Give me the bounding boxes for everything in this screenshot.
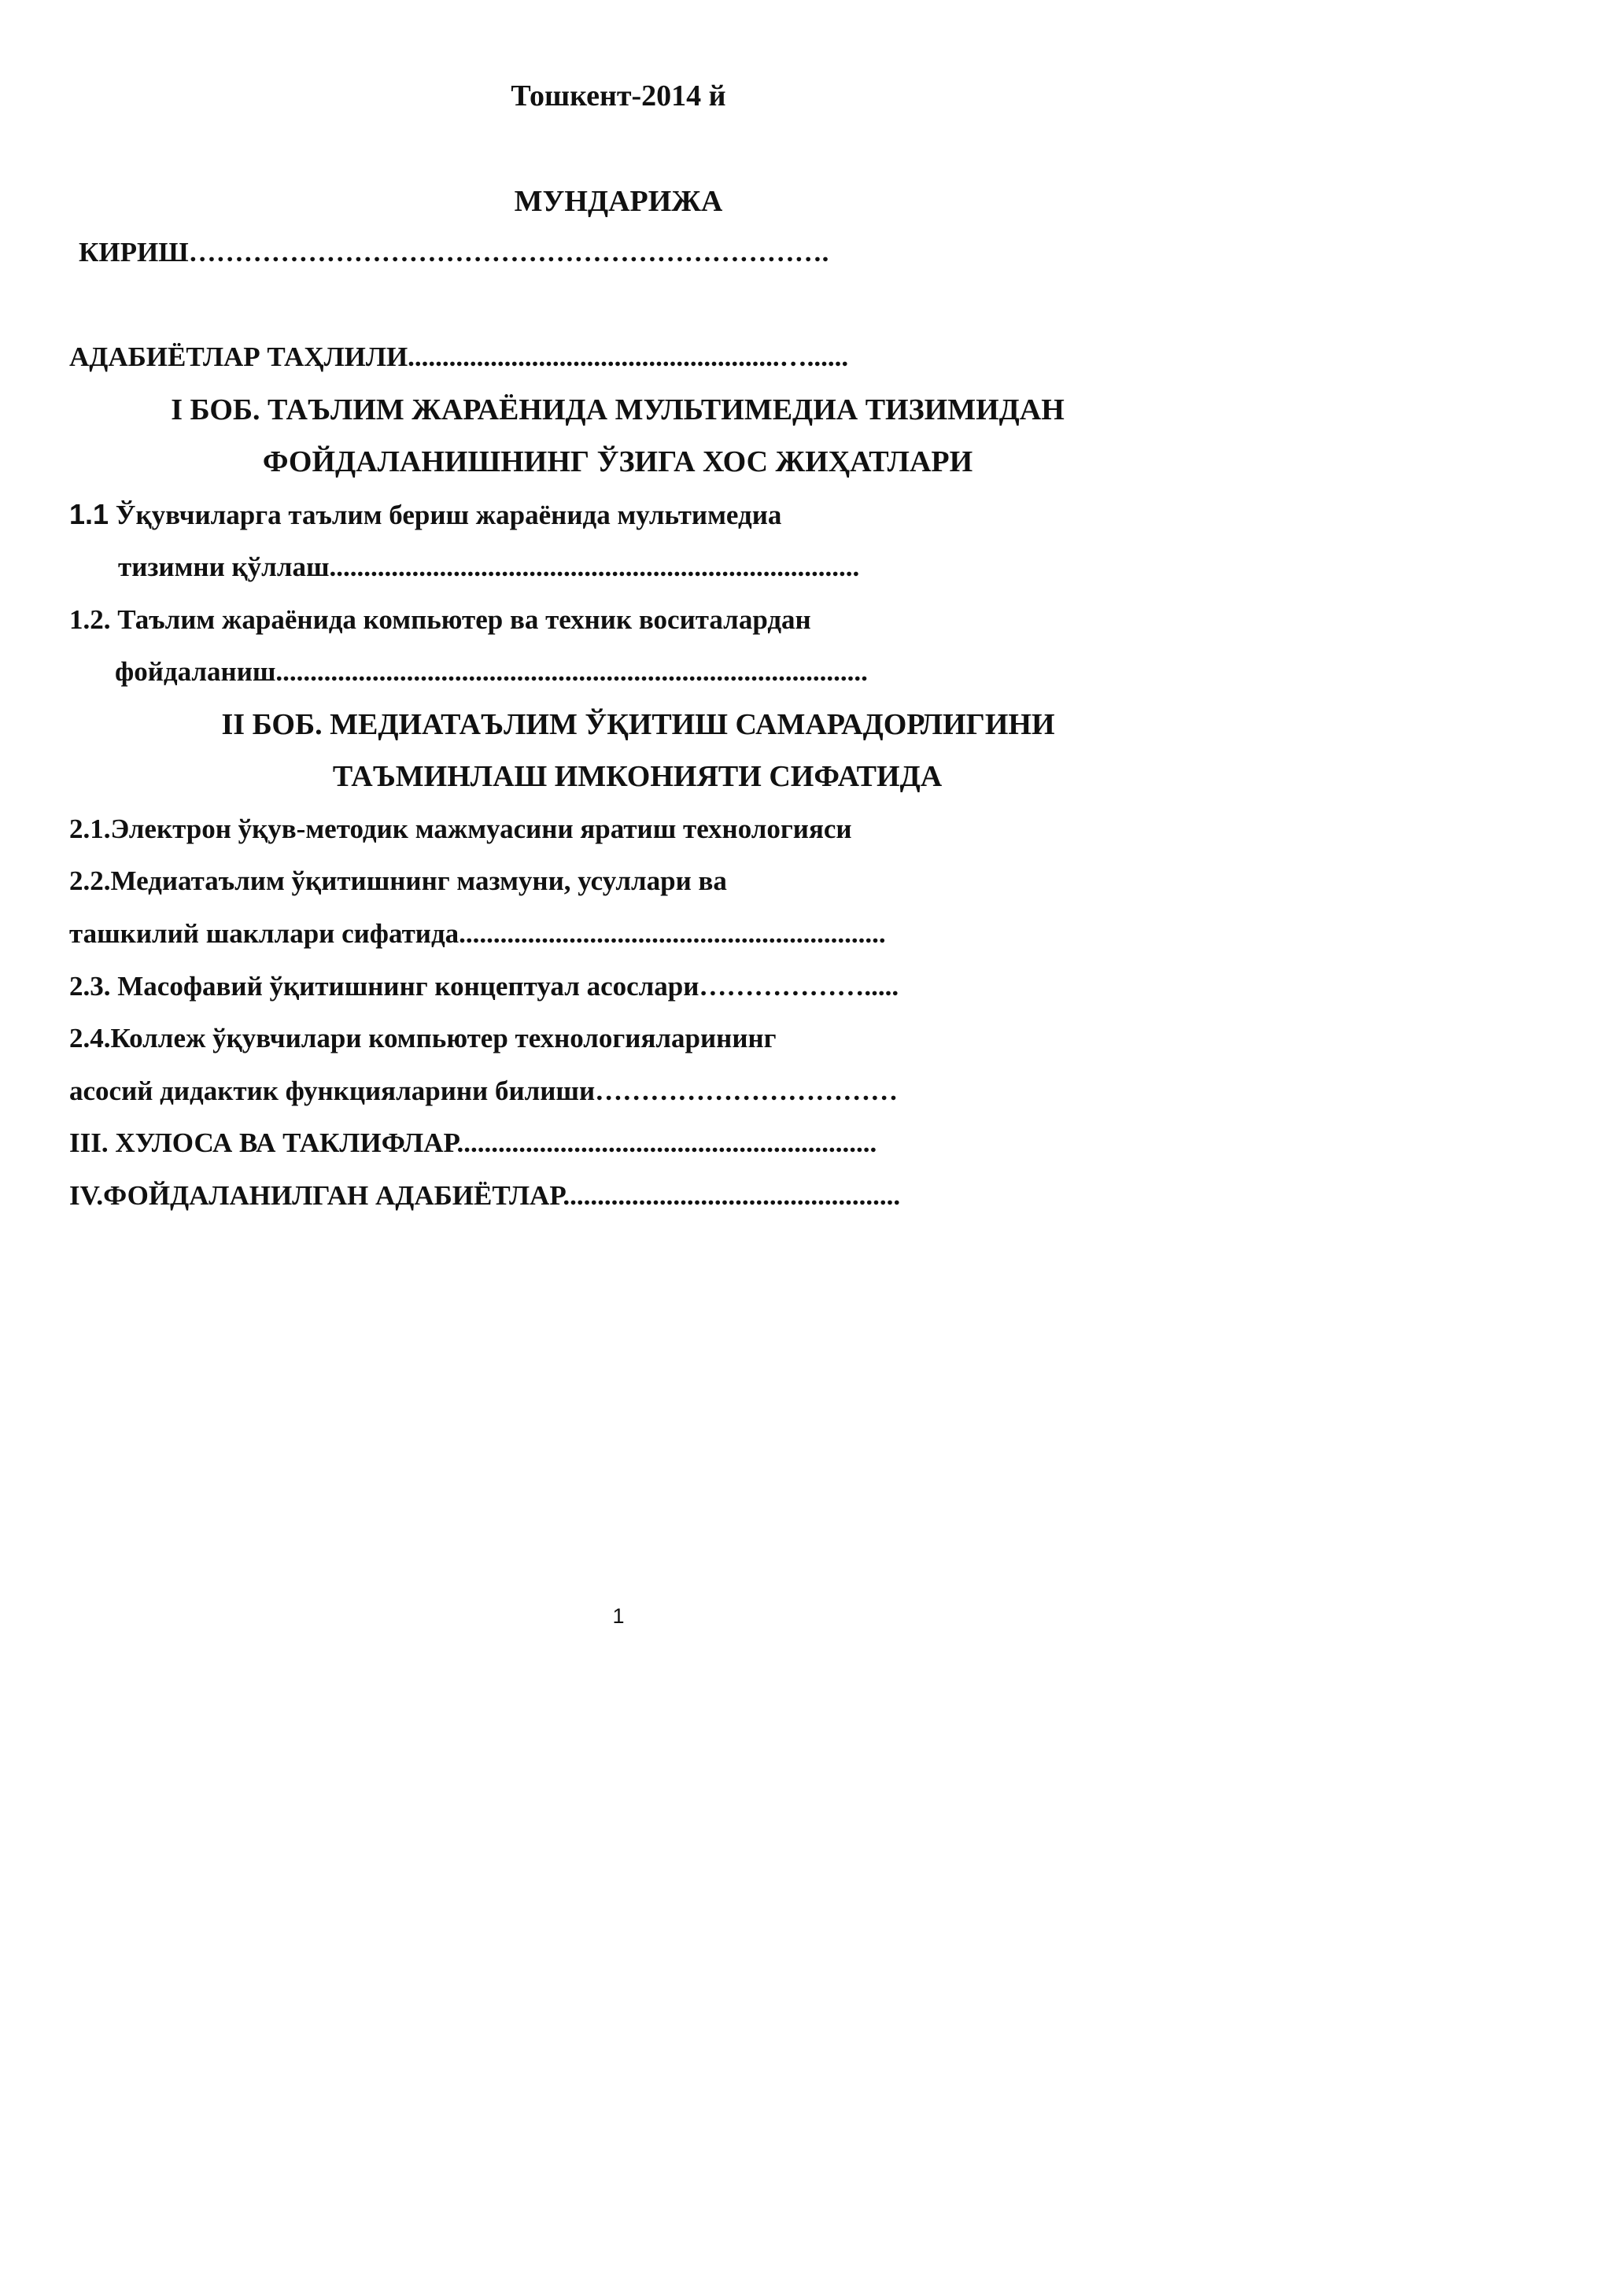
toc-entry-2-3: 2.3. Масофавий ўқитишнинг концептуал асослари………………..... (69, 971, 899, 1002)
toc-entry-1-2-line-1: 1.2. Таълим жараёнида компьютер ва техник воситалардан (69, 604, 811, 635)
toc-entry-conclusions: III. ХУЛОСА ВА ТАКЛИФЛАР............................................................. (69, 1127, 877, 1158)
toc-entry-1-2-line-2: фойдаланиш...................................................................................... (115, 656, 868, 687)
chapter-2-title-line-1: II БОБ. МЕДИАТАЪЛИМ ЎҚИТИШ САМАРАДОРЛИГИНИ (221, 708, 1055, 741)
section-title: Ўқувчиларга таълим бериш жараёнида мультимедиа (109, 500, 782, 530)
toc-entry-2-2-line-1: 2.2.Медиатаълим ўқитишнинг мазмуни, усуллари ва (69, 865, 727, 896)
toc-entry-1-1-line-1 (69, 500, 781, 529)
page-number: 1 (612, 1604, 625, 1628)
toc-entry-references: IV.ФОЙДАЛАНИЛГАН АДАБИЁТЛАР................................................. (69, 1180, 901, 1211)
chapter-1-title-line-2: ФОЙДАЛАНИШНИНГ ЎЗИГА ХОС ЖИҲАТЛАРИ (262, 445, 973, 478)
toc-entry-2-4-line-2: асосий дидактик функцияларини билиши…………………………… (69, 1076, 899, 1106)
section-number: 1.1 (69, 498, 109, 530)
city-year: Тошкент-2014 й (511, 79, 726, 113)
chapter-1-title-line-1: I БОБ. ТАЪЛИМ ЖАРАЁНИДА МУЛЬТИМЕДИА ТИЗИМИДАН (171, 393, 1065, 426)
toc-entry-intro: КИРИШ……………………………………………………………. (79, 237, 829, 268)
toc-entry-1-1-line-2: тизимни қўллаш............................................................................. (118, 552, 860, 582)
toc-title: МУНДАРИЖА (514, 185, 723, 218)
toc-entry-2-1: 2.1.Электрон ўқув-методик мажмуасини яратиш технологияси (69, 814, 852, 844)
toc-entry-2-4-line-1: 2.4.Коллеж ўқувчилари компьютер технологияларининг (69, 1023, 777, 1053)
chapter-2-title-line-2: ТАЪМИНЛАШ ИМКОНИЯТИ СИФАТИДА (332, 760, 943, 793)
toc-entry-literature-review: АДАБИЁТЛАР ТАҲЛИЛИ......................................................…...... (69, 341, 849, 372)
toc-entry-2-2-line-2: ташкилий шакллари сифатида.............................................................. (69, 918, 886, 949)
